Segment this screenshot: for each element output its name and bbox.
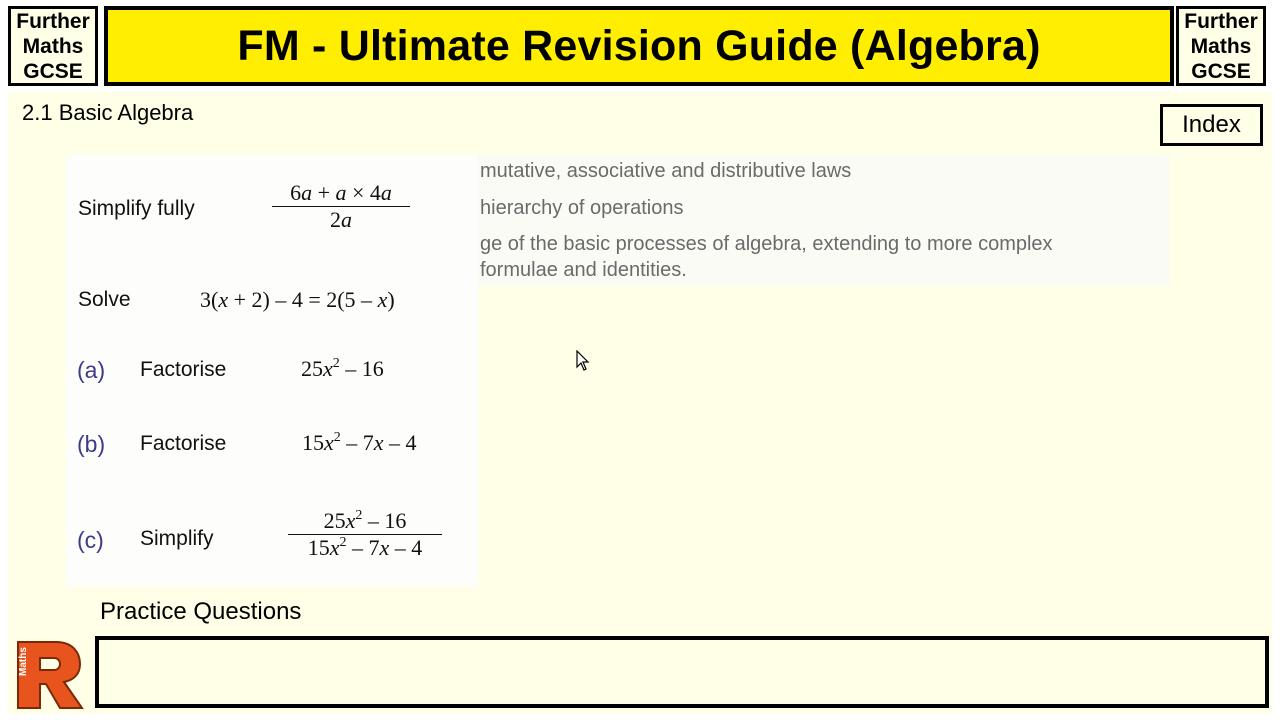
q1-fraction [272, 180, 410, 233]
further-maths-badge-right [1176, 6, 1266, 86]
badge-line: Maths [22, 34, 84, 58]
objective-line: ge of the basic processes of algebra, extending to more complex [480, 233, 1053, 255]
title-bar [104, 6, 1174, 86]
badge-line: GCSE [1191, 59, 1251, 83]
question-prompt: Simplify fully [78, 197, 195, 220]
q2-equation: 3(x + 2) – 4 = 2(5 – x) [200, 287, 395, 312]
badge-line: Maths [1190, 34, 1252, 58]
logo-subtext: Maths [18, 647, 29, 676]
objective-line: formulae and identities. [480, 259, 687, 281]
objective-line: mutative, associative and distributive laws [480, 160, 852, 182]
question-prompt: Solve [78, 288, 131, 311]
part-verb: Factorise [140, 432, 227, 455]
badge-line: Further [16, 9, 90, 33]
part-label-a: (a) [77, 357, 106, 383]
r-maths-logo [12, 636, 84, 710]
practice-questions-label: Practice Questions [100, 598, 302, 625]
further-maths-badge-left [8, 6, 98, 86]
badge-line: GCSE [23, 59, 83, 83]
part-label-b: (b) [77, 431, 106, 457]
section-title: 2.1 Basic Algebra [22, 100, 194, 125]
part-verb: Simplify [140, 527, 214, 550]
part-label-c: (c) [77, 527, 104, 553]
objective-line: hierarchy of operations [480, 197, 684, 219]
fraction-numerator: 6a + a × 4a [290, 180, 392, 205]
page-title: FM - Ultimate Revision Guide (Algebra) [237, 21, 1041, 70]
index-button[interactable]: Index [1160, 104, 1263, 146]
answer-box [95, 636, 1269, 708]
badge-line: Further [1184, 9, 1258, 33]
mouse-cursor-icon [576, 350, 590, 372]
part-b-expression: $15x^2 - 7x - 4$ [302, 430, 417, 455]
part-verb: Factorise [140, 358, 227, 381]
part-c-fraction [288, 508, 442, 561]
fraction-denominator: $15x^2 - 7x - 4$ [307, 535, 423, 560]
fraction-numerator: $25x^2 - 16$ [323, 508, 407, 533]
part-a-expression: $25x^2 - 16$ [301, 356, 384, 381]
fraction-denominator: 2a [330, 207, 352, 232]
